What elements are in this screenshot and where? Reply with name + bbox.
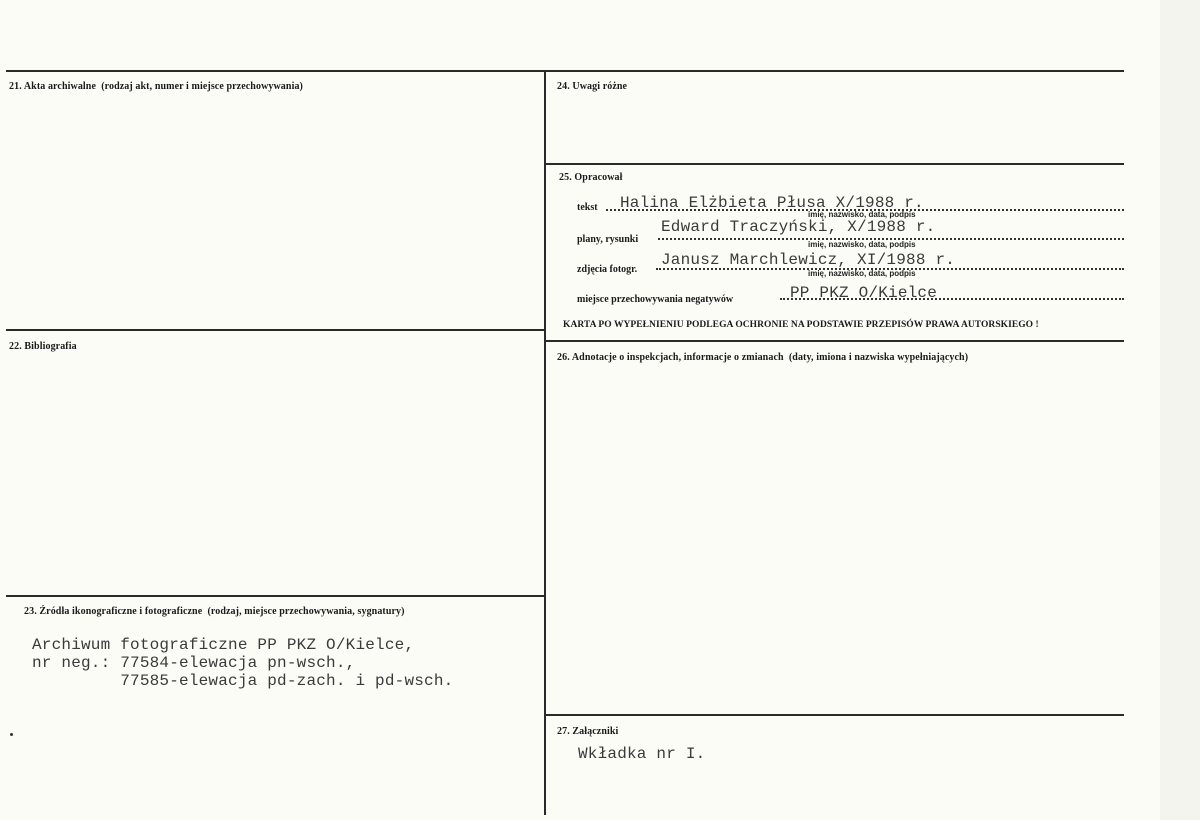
negatives-location-label: miejsce przechowywania negatywów [577,294,734,305]
section-27-heading [557,726,618,737]
photos-label: zdjęcia fotogr. [577,264,638,275]
divider-25-26 [544,340,1124,342]
section-21-heading [9,81,303,92]
divider-24-25 [544,163,1124,165]
author-text-value: Halina Elżbieta Płusa X/1988 r. [620,194,924,212]
author-text-label: tekst [577,202,598,213]
top-rule [6,70,1124,72]
copyright-notice: KARTA PO WYPEŁNIENIU PODLEGA OCHRONIE NA PODSTAWIE PRZEPISÓW PRAWA AUTORSKIEGO ! [563,320,1039,330]
divider-26-27 [544,714,1124,716]
drawings-hint: imię, nazwisko, data, podpis [808,240,916,249]
stray-dot [10,733,13,736]
page-margin [1160,0,1200,820]
section-24-title: 24. Uwagi różne [557,81,628,92]
section-25-title: 25. Opracował [559,172,623,183]
drawings-value: Edward Traczyński, X/1988 r. [661,218,936,236]
section-23-heading [24,606,405,617]
author-text-hint: imię, nazwisko, data, podpis [808,210,916,219]
section-26-heading [557,352,968,363]
section-23-line-2: nr neg.: 77584-elewacja pn-wsch., [32,654,356,672]
center-divider [544,70,546,815]
section-26-title: 26. Adnotacje o inspekcjach, informacje o zmianach [557,352,784,363]
attachments-value: Wkładka nr I. [578,745,706,763]
photos-value: Janusz Marchlewicz, XI/1988 r. [661,251,956,269]
divider-21-22 [6,329,546,331]
section-24-heading [557,81,627,92]
section-27-title: 27. Załączniki [557,726,619,737]
section-25-heading [559,172,623,183]
negatives-location-value: PP PKZ O/Kielce [790,284,938,302]
section-23-line-1: Archiwum fotograficzne PP PKZ O/Kielce, [32,636,415,654]
section-23-line-3: 77585-elewacja pd-zach. i pd-wsch. [32,672,454,690]
divider-22-23 [6,595,546,597]
section-21-subtitle: (rodzaj akt, numer i miejsce przechowywania) [101,81,303,92]
section-21-title: 21. Akta archiwalne [9,81,96,92]
photos-hint: imię, nazwisko, data, podpis [808,269,916,278]
drawings-label: plany, rysunki [577,234,639,245]
section-22-title: 22. Bibliografia [9,341,77,352]
section-23-subtitle: (rodzaj, miejsce przechowywania, sygnatury) [207,606,405,617]
section-22-heading [9,341,77,352]
section-23-title: 23. Źródła ikonograficzne i fotograficzne [24,606,203,617]
section-26-subtitle: (daty, imiona i nazwiska wypełniających) [788,352,969,363]
